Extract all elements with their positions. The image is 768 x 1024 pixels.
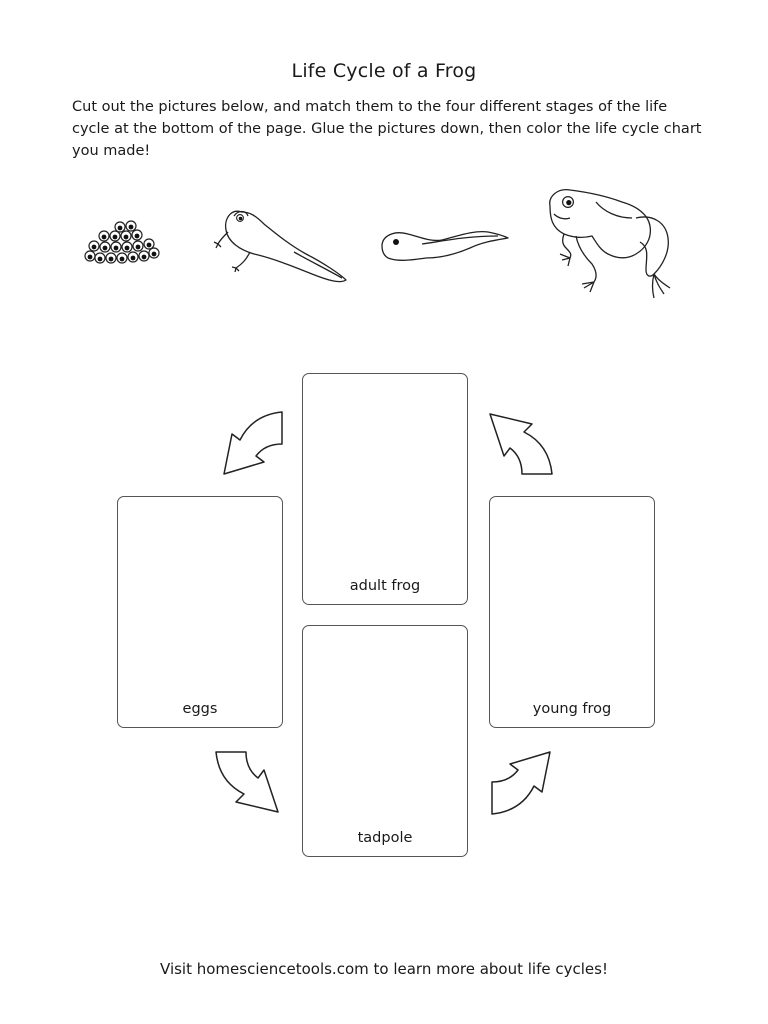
stage-label-eggs: eggs <box>182 701 218 717</box>
stage-label-tadpole: tadpole <box>357 830 413 846</box>
instructions-text: Cut out the pictures below, and match them to the four different stages of the life cycle at the bottom of the page. Glue the pictures down, then color the life cycle chart you made! <box>72 99 702 159</box>
adult-frog-icon[interactable] <box>540 184 676 308</box>
stage-label-young-frog: young frog <box>532 701 612 717</box>
footer-text: Visit homesciencetools.com to learn more about life cycles! <box>160 960 608 978</box>
cutout-pictures <box>0 180 768 310</box>
stage-card-tadpole[interactable] <box>302 625 468 857</box>
stage-card-adult-frog[interactable] <box>302 373 468 605</box>
tadpole-icon[interactable] <box>378 220 510 270</box>
young-frog-with-tail-icon[interactable] <box>212 202 352 286</box>
page-title: Life Cycle of a Frog <box>291 60 477 82</box>
curved-arrow-down-right-icon <box>212 748 282 818</box>
stage-label-adult-frog: adult frog <box>349 578 421 594</box>
curved-arrow-up-right-icon <box>488 748 556 818</box>
frog-eggs-icon[interactable] <box>80 220 166 270</box>
stage-card-eggs[interactable] <box>117 496 283 728</box>
curved-arrow-up-left-icon <box>486 408 556 478</box>
stage-card-young-frog[interactable] <box>489 496 655 728</box>
curved-arrow-down-left-icon <box>218 408 286 478</box>
